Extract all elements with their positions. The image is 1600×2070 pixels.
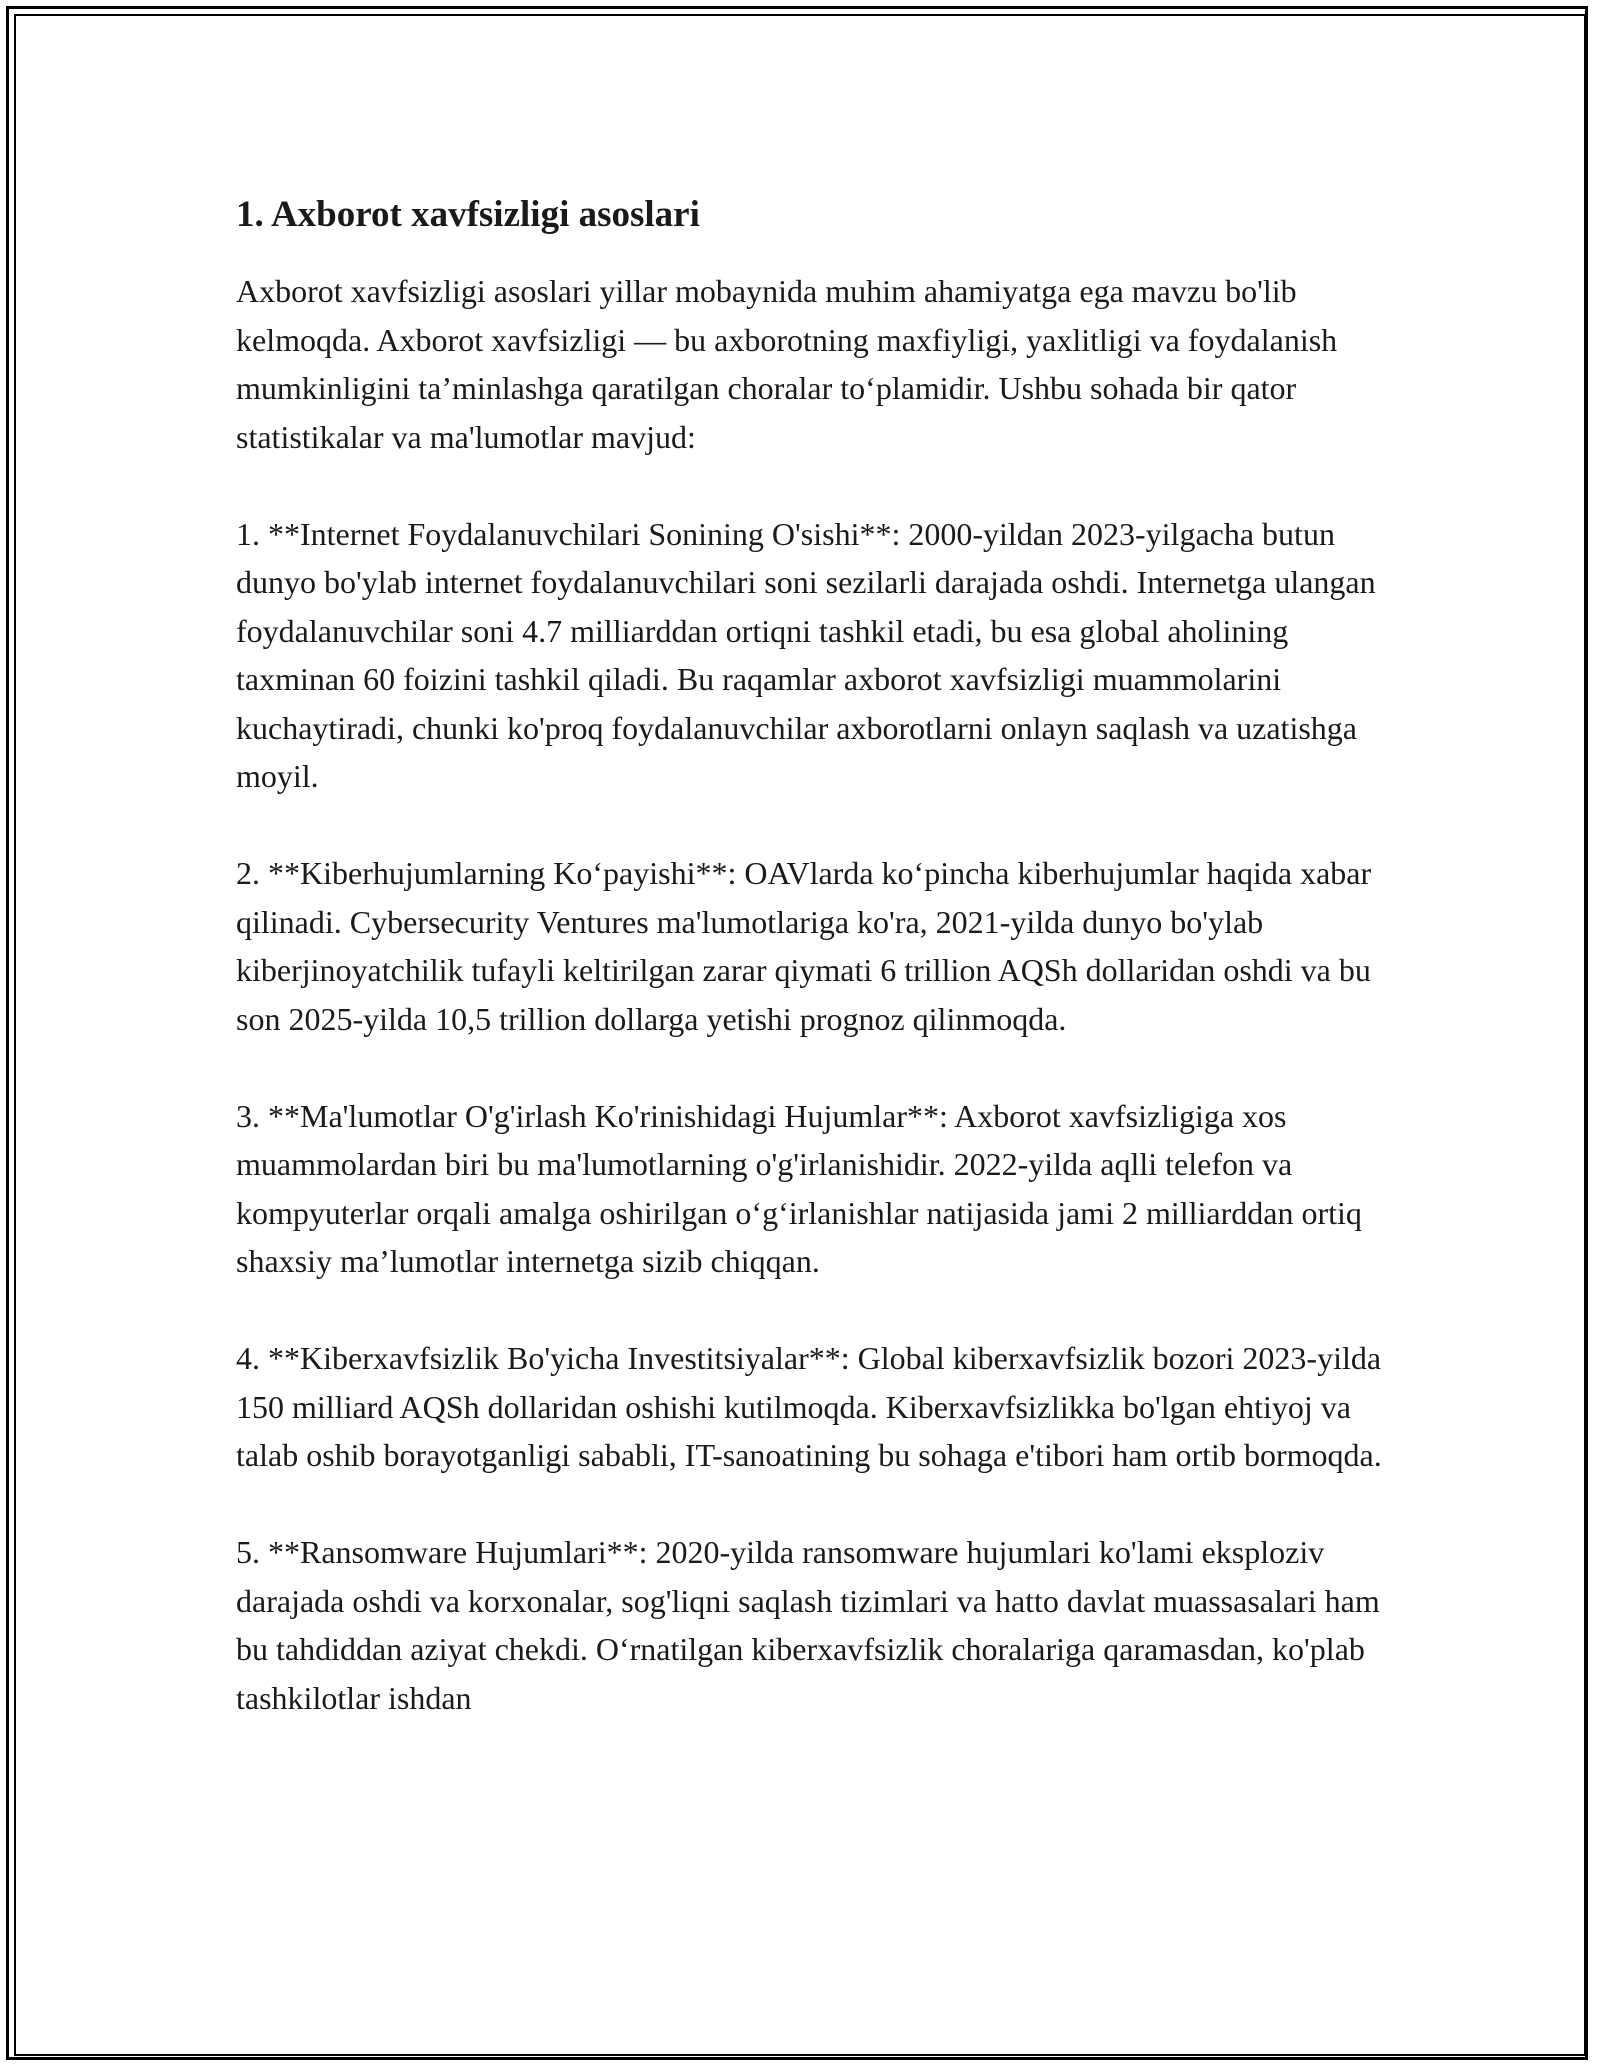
list-item-cyberattacks: 2. **Kiberhujumlarning Ko‘payishi**: OAVlarda ko‘pincha kiberhujumlar haqida xabar qilinadi. Cybersecurity Ventures ma'lumotlariga ko'ra, 2021-yilda dunyo bo'ylab kiberjinoyatchilik tufayli keltirilgan zarar qiymati 6 trillion AQSh dollaridan oshdi va bu son 2025-yilda 10,5 trillion dollarga yetishi prognoz qilinmoqda.	[236, 855, 1372, 1037]
document-body	[236, 185, 1386, 1771]
list-item-ransomware: 5. **Ransomware Hujumlari**: 2020-yilda ransomware hujumlari ko'lami eksploziv darajada oshdi va korxonalar, sog'liqni saqlash tizimlari va hatto davlat muassasalari ham bu tahdiddan aziyat chekdi. O‘rnatilgan kiberxavfsizlik choralariga qaramasdan, ko'plab tashkilotlar ishdan	[236, 1534, 1380, 1716]
list-item-internet-users: 1. **Internet Foydalanuvchilari Sonining O'sishi**: 2000-yildan 2023-yilgacha butun dunyo bo'ylab internet foydalanuvchilari soni sezilarli darajada oshdi. Internetga ulangan foydalanuvchilar soni 4.7 milliarddan ortiqni tashkil etadi, bu esa global aholining taxminan 60 foizini tashkil qiladi. Bu raqamlar axborot xavfsizligi muammolarini kuchaytiradi, chunki ko'proq foydalanuvchilar axborotlarni onlayn saqlash va uzatishga moyil.	[236, 515, 1376, 794]
list-item-data-theft: 3. **Ma'lumotlar O'g'irlash Ko'rinishidagi Hujumlar**: Axborot xavfsizligiga xos muammolardan biri bu ma'lumotlarning o'g'irlanishidir. 2022-yilda aqlli telefon va kompyuterlar orqali amalga oshirilgan o‘g‘irlanishlar natijasida jami 2 milliarddan ortiq shaxsiy ma’lumotlar internetga sizib chiqqan.	[236, 1097, 1362, 1279]
section-title: 1. Axborot xavfsizligi asoslari	[236, 194, 700, 235]
list-item-investments: 4. **Kiberxavfsizlik Bo'yicha Investitsiyalar**: Global kiberxavfsizlik bozori 2023-yilda 150 milliard AQSh dollaridan oshishi kutilmoqda. Kiberxavfsizlikka bo'lgan ehtiyoj va talab oshib borayotganligi sababli, IT-sanoatining bu sohaga e'tibori ham ortib bormoqda.	[236, 1340, 1382, 1473]
intro-paragraph: Axborot xavfsizligi asoslari yillar mobaynida muhim ahamiyatga ega mavzu bo'lib kelmoqda. Axborot xavfsizligi — bu axborotning maxfiyligi, yaxlitligi va foydalanish mumkinligini ta’minlashga qaratilgan choralar to‘plamidir. Ushbu sohada bir qator statistikalar va ma'lumotlar mavjud:	[236, 273, 1338, 455]
